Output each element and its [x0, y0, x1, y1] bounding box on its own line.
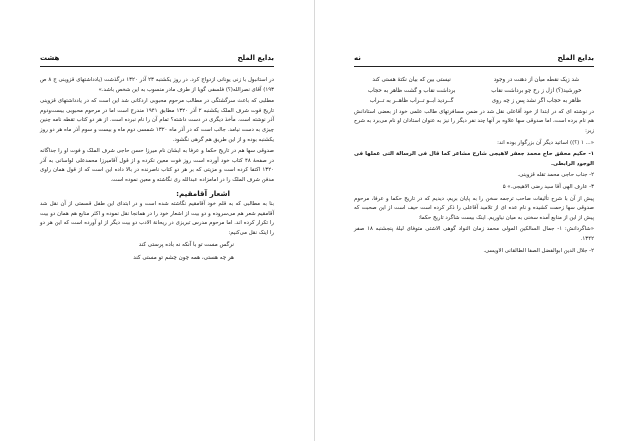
- verse-line: نرگس مست تو با آنکه نه باده پرستی کند: [138, 241, 234, 248]
- hemistich: ظاهر به حجاب اگر نشد پس ز چه روی: [491, 98, 582, 105]
- teacher-item: ۲- جناب حاجی محمد تقله قزوینی.: [517, 172, 594, 179]
- teacher-item: ۱- حکیم محقق حاج محمد جعفر لاهیجی شارح مشاعر کما قال فی الرسالة التی عملها فی الوجود الرابطی.: [354, 151, 594, 167]
- hemistich: شد زیک نقطه میان از دهنت در وجود: [493, 77, 580, 83]
- verse-line: هر چه هستی، همه چون چشم تو مستی کند: [133, 255, 234, 262]
- book-title: بدایع الملح: [557, 54, 594, 62]
- paragraph: بنا به مطالبی که به قلم خود آقامقیم نگاشته شده است و در ابتدای این طفل قسمتی از آن نقل شد آقامقیم شعر هم می‌سروده و دو بیت از اشعار خود را در همانجا نقل نموده و اکثر منابع هم همان دو بیت را تکرار کرده اند. اما مرحوم مدرس تبریزی در ریحانة الادب دو بیت دیگر از او آورده است که این هر دو را اینک نقل می‌کنیم:: [40, 201, 274, 236]
- hemistich: برداشت نقاب و گشت ظاهر به حجاب: [367, 87, 456, 94]
- hemistich: گــردید ابــو تــراب ظاهــر به تــراب: [369, 98, 454, 105]
- page-number: هشت: [40, 54, 60, 62]
- teacher-item: ۳- عارف الهی آقا سید رضی الاهیجی.» ۵: [502, 183, 594, 190]
- left-page-body: [40, 76, 274, 268]
- right-page: [316, 0, 631, 441]
- paragraph: در استانبول با زنی یونانی ازدواج کرد. در روز یکشنبه ۲۳ آذر ۱۳۲۰ درگذشت (یادداشتهای قزوینی ج ۸ ص ۱۹۳) آقای نصرالله(؟) فلسفی گویا از طرف مادر منسوب به این شخص باشد.»: [40, 77, 274, 93]
- hemistich: خورشید(؟) ازل ز رخ چو برداشت نقاب: [491, 87, 582, 94]
- hemistich: نیستی بین که بیان نکتهٔ هستی کند: [372, 77, 451, 83]
- couplet: [354, 76, 594, 86]
- section-heading: اشعار آقامقیم:: [176, 188, 230, 198]
- paragraph: پیش از آن با شرح تألیفات صاحب ترجمه سخن را به پایان بریم، دیدیم که در تاریخ حکما و عرفا، مرحوم صدوقی سها زحمت کشیده و نام عده ای از تلامید آقاعلی را ذکر کرده است حیف است از این صحبت که پیش از این از منابع آمده سخنی به میان نیاوریم. اینک بیست شاگرد تاریخ حکما:: [354, 195, 594, 221]
- couplet: [354, 97, 594, 107]
- students-list: ۲- جلال الدین ابوالفضل الصفا الطالقانی الاویسی.: [483, 247, 594, 254]
- left-page: [0, 0, 315, 441]
- paragraph: در نوشته ای که در ابتدا از خود آقاعلی نقل شد در ضمن مسافرتهای طالب علمی خود از بعضی استادانش هم نام برده است، اما صدوقی سها علاوه بر آنها چند نفر دیگر را نیز به عنوان استادان او نام می‌برد به شرح زیر:: [354, 108, 594, 134]
- right-page-header: [354, 52, 594, 67]
- students-list: «شاگردانش: ۱- جمال السالکین المولی محمد زمان النواد گوهی الاشتی متوفای لیلهٔ پنجشنبه ۱۸ صفر ۱۳۴۲.: [354, 226, 595, 242]
- couplet: [354, 87, 594, 97]
- page-number: نه: [354, 54, 361, 62]
- paragraph: مطلبی که باعث سرگشتگی در مطالب مرحوم محبوبی اردکانی شد این است که در یادداشتهای قزوینی تاریخ فوت شرف الملک یکشنبه ۲ آذر ۱۳۲۰ مطابق ۱۹۴۱ مندرج است اما در مرحوم محبوبی بیست‌ودوم آذر نوشته است. مأخذ دیگری در دست داشته؟ تمام آن را نام نبرده است. از هر دو کتاب تقطه نامه چنین چیزی به دست نیامد. جالب است که در آذر ماه ۱۳۲۰ شمسی دوم ماه و بیست و سوم آذر ماه هر دو روز یکشنبه بوده و از این طریق هم گرهی نگشود.: [40, 98, 275, 143]
- paragraph: صدوقی سها هم در تاریخ حکما و عرفا به ایشان نام میرزا حسن حاجی شرف الملک و فوت او را جداگانه در صفحهٔ ۴۸ کتاب خود آورده است روز فوت معین نکرده و از قول آقامیرزا محمدعلی لواسانی به آذر ۱۳۲۰ اکتفا کرده است و مزیتی که بر هر دو کتاب ناصرنده در بالا داده این است که از قول همان راوی مدفن شرف الملک را در امامزاده عبدالله ری نگاشته و معین نموده است.: [40, 148, 274, 183]
- right-page-body: [354, 76, 594, 258]
- left-page-header: [40, 52, 274, 67]
- paragraph: «... ۱ (؟)) اساتید دیگر آن بزرگوار بوده اند:: [497, 139, 594, 146]
- book-title: بدایع الملح: [237, 54, 274, 62]
